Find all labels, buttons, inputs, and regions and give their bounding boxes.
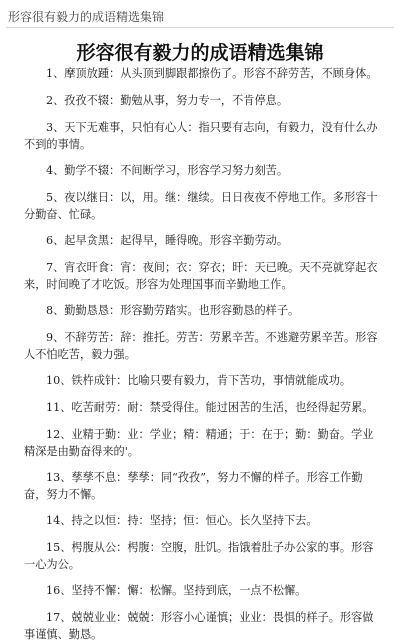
running-header: 形容很有毅力的成语精选集锦 [8, 10, 165, 24]
idiom-entry: 3、天下无难事，只怕有心人：指只要有志向，有毅力，没有什么办不到的事情。 [24, 121, 378, 151]
idiom-entry: 6、起早贪黑：起得早，睡得晚。形容辛勤劳动。 [46, 234, 289, 247]
idiom-entry: 7、宵衣旰食：宵：夜间；衣：穿衣；旰：天已晚。天不亮就穿起衣来，时间晚了才吃饭。形容为处理国事而辛勤地工作。 [24, 261, 378, 291]
idiom-entry: 13、孳孳不息：孳孳：同“孜孜”，努力不懈的样子。形容工作勤奋，努力不懈。 [24, 471, 363, 501]
idiom-entry: 8、勤勤恳恳：形容勤劳踏实。也形容勤恳的样子。 [46, 304, 300, 317]
idiom-entry: 10、铁杵成针：比喻只要有毅力，肯下苦功，事情就能成功。 [46, 374, 352, 387]
idiom-entry: 14、持之以恒：持：坚持；恒：恒心。长久坚持下去。 [46, 514, 318, 527]
idiom-entry: 1、摩顶放踵：从头顶到脚跟都擦伤了。形容不辞劳苦，不顾身体。 [46, 67, 378, 80]
idiom-entry: 5、夜以继日：以，用。继：继续。日日夜夜不停地工作。多形容十分勤奋、忙碌。 [24, 191, 378, 221]
idiom-entry: 11、吃苦耐劳：耐：禁受得住。能过困苦的生活，也经得起劳累。 [46, 401, 374, 414]
idiom-entry: 15、枵腹从公：枵腹：空腹，肚饥。指饿着肚子办公家的事。形容一心为公。 [24, 541, 374, 571]
page-title: 形容很有毅力的成语精选集锦 [76, 42, 324, 64]
idiom-entry: 12、业精于勤：业：学业；精：精通；于：在于；勤：勤奋。学业精深是由勤奋得来的'。 [24, 428, 374, 458]
idiom-entry: 2、孜孜不辍：勤勉从事，努力专一，不肯停息。 [46, 94, 289, 107]
header-divider [6, 27, 394, 28]
idiom-entry: 17、兢兢业业：兢兢：形容小心谨慎；业业：畏惧的样子。形容做事谨慎、勤恳。 [24, 611, 374, 641]
idiom-entry: 16、坚持不懈：懈：松懈。坚持到底，一点不松懈。 [46, 584, 307, 597]
idiom-entry: 4、勤学不辍：不间断学习，形容学习努力刻苦。 [46, 164, 289, 177]
idiom-entry: 9、不辞劳苦：辞：推托。劳苦：劳累辛苦。不逃避劳累辛苦。形容人不怕吃苦，毅力强。 [24, 331, 378, 361]
idiom-list [24, 62, 380, 643]
